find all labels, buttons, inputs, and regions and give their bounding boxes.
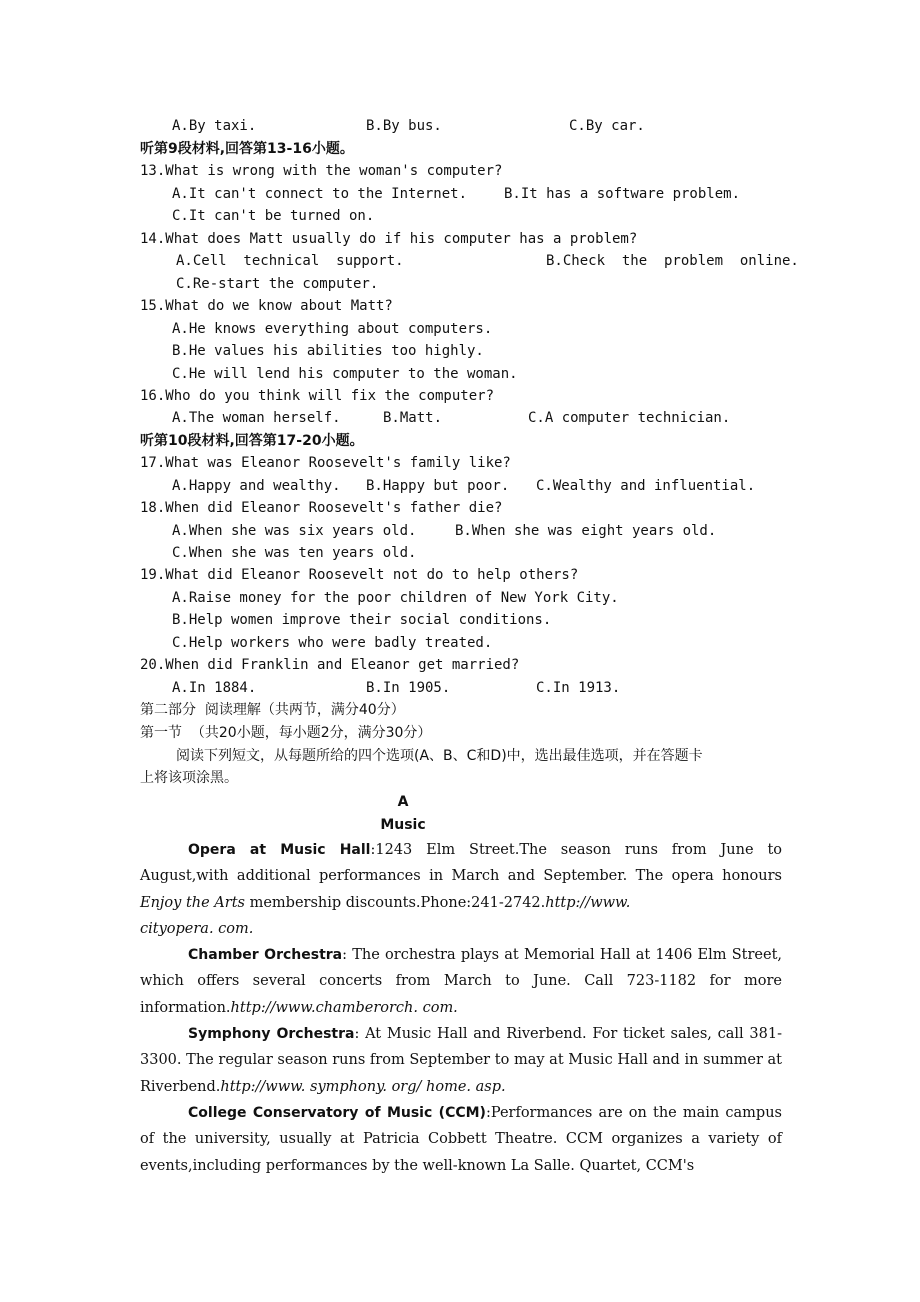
q18-option-a: A.When she was six years old. [172, 523, 417, 539]
opera-paragraph [140, 837, 782, 942]
ccm-paragraph [140, 1100, 782, 1179]
passage-letter: A [397, 794, 409, 810]
q19-option-c: C.Help workers who were badly treated. [172, 635, 493, 651]
q18-stem: 18.When did Eleanor Roosevelt's father die? [140, 500, 503, 516]
opera-program-name: Enjoy the Arts [140, 894, 245, 911]
q16-option-b: B.Matt. [383, 410, 443, 426]
part-2-section-1-title: 第一节 （共20小题，每小题2分，满分30分） [140, 725, 432, 741]
q15-stem: 15.What do we know about Matt? [140, 298, 393, 314]
q14-stem: 14.What does Matt usually do if his computer has a problem? [140, 231, 638, 247]
q19-option-a: A.Raise money for the poor children of New York City. [172, 590, 619, 606]
q17-option-b: B.Happy but poor. [366, 478, 510, 494]
opera-heading: Opera at Music Hall [188, 842, 371, 858]
q16-option-c: C.A computer technician. [528, 410, 731, 426]
q14-option-c: C.Re-start the computer. [176, 276, 379, 292]
opera-url-1[interactable]: http://www. [545, 894, 631, 911]
ccm-text: :Performances are on the main campus of the university, usually at Patricia Cobbett Theatre. CCM organizes a variety of events,including performances by the well-known La Salle. Quartet, CCM's [140, 1105, 782, 1174]
q13-option-a: A.It can't connect to the Internet. [172, 186, 468, 202]
q19-stem: 19.What did Eleanor Roosevelt not do to help others? [140, 567, 579, 583]
q15-option-c: C.He will lend his computer to the woman. [172, 366, 518, 382]
section-10-heading: 听第10段材料,回答第17-20小题。 [140, 433, 364, 449]
chamber-paragraph [140, 942, 782, 1021]
ccm-heading: College Conservatory of Music (CCM) [188, 1105, 486, 1121]
q20-stem: 20.When did Franklin and Eleanor get married? [140, 657, 520, 673]
q16-option-a: A.The woman herself. [172, 410, 341, 426]
q20-option-b: B.In 1905. [366, 680, 451, 696]
q17-stem: 17.What was Eleanor Roosevelt's family like? [140, 455, 511, 471]
q14-option-b: B.Check the problem online. [546, 253, 799, 269]
symphony-text: : At Music Hall and Riverbend. For ticket sales, call 381-3300. The regular season runs from September to may at Music Hall and in summer at Riverbend. [140, 1026, 782, 1095]
opera-text-2: membership discounts.Phone:241-2742. [244, 894, 546, 911]
q20-option-a: A.In 1884. [172, 680, 257, 696]
q14-option-a: A.Cell technical support. [176, 253, 404, 269]
opera-url-2[interactable]: cityopera. com. [140, 920, 254, 937]
chamber-heading: Chamber Orchestra [188, 947, 343, 963]
q20-option-c: C.In 1913. [536, 680, 621, 696]
opera-text-1: :1243 Elm Street.The season runs from June to August,with additional performances in March and September. The opera honours [140, 842, 782, 885]
instructions-line-1: 阅读下列短文，从每题所给的四个选项(A、B、C和D)中，选出最佳选项，并在答题卡 [176, 748, 703, 764]
q16-stem: 16.Who do you think will fix the computer? [140, 388, 495, 404]
chamber-url[interactable]: http://www.chamberorch. com. [230, 999, 458, 1016]
q18-option-b: B.When she was eight years old. [455, 523, 717, 539]
q12-option-b: B.By bus. [366, 118, 442, 134]
q17-option-c: C.Wealthy and influential. [536, 478, 756, 494]
q17-option-a: A.Happy and wealthy. [172, 478, 341, 494]
symphony-paragraph [140, 1021, 782, 1100]
symphony-heading: Symphony Orchestra [188, 1026, 355, 1042]
section-9-heading: 听第9段材料,回答第13-16小题。 [140, 141, 354, 157]
q15-option-a: A.He knows everything about computers. [172, 321, 493, 337]
instructions-line-2: 上将该项涂黑。 [140, 770, 238, 786]
q13-stem: 13.What is wrong with the woman's computer? [140, 163, 503, 179]
q13-option-c: C.It can't be turned on. [172, 208, 375, 224]
chamber-text: : The orchestra plays at Memorial Hall at 1406 Elm Street, which offers several concerts from March to June. Call 723-1182 for more information. [140, 947, 783, 1016]
passage-title: Music [380, 817, 426, 833]
q12-option-c: C.By car. [569, 118, 645, 134]
part-2-title: 第二部分 阅读理解（共两节，满分40分） [140, 702, 405, 718]
symphony-url[interactable]: http://www. symphony. org/ home. asp. [220, 1078, 506, 1095]
q19-option-b: B.Help women improve their social conditions. [172, 612, 552, 628]
q18-option-c: C.When she was ten years old. [172, 545, 417, 561]
q13-option-b: B.It has a software problem. [504, 186, 741, 202]
q12-option-a: A.By taxi. [172, 118, 257, 134]
q15-option-b: B.He values his abilities too highly. [172, 343, 484, 359]
